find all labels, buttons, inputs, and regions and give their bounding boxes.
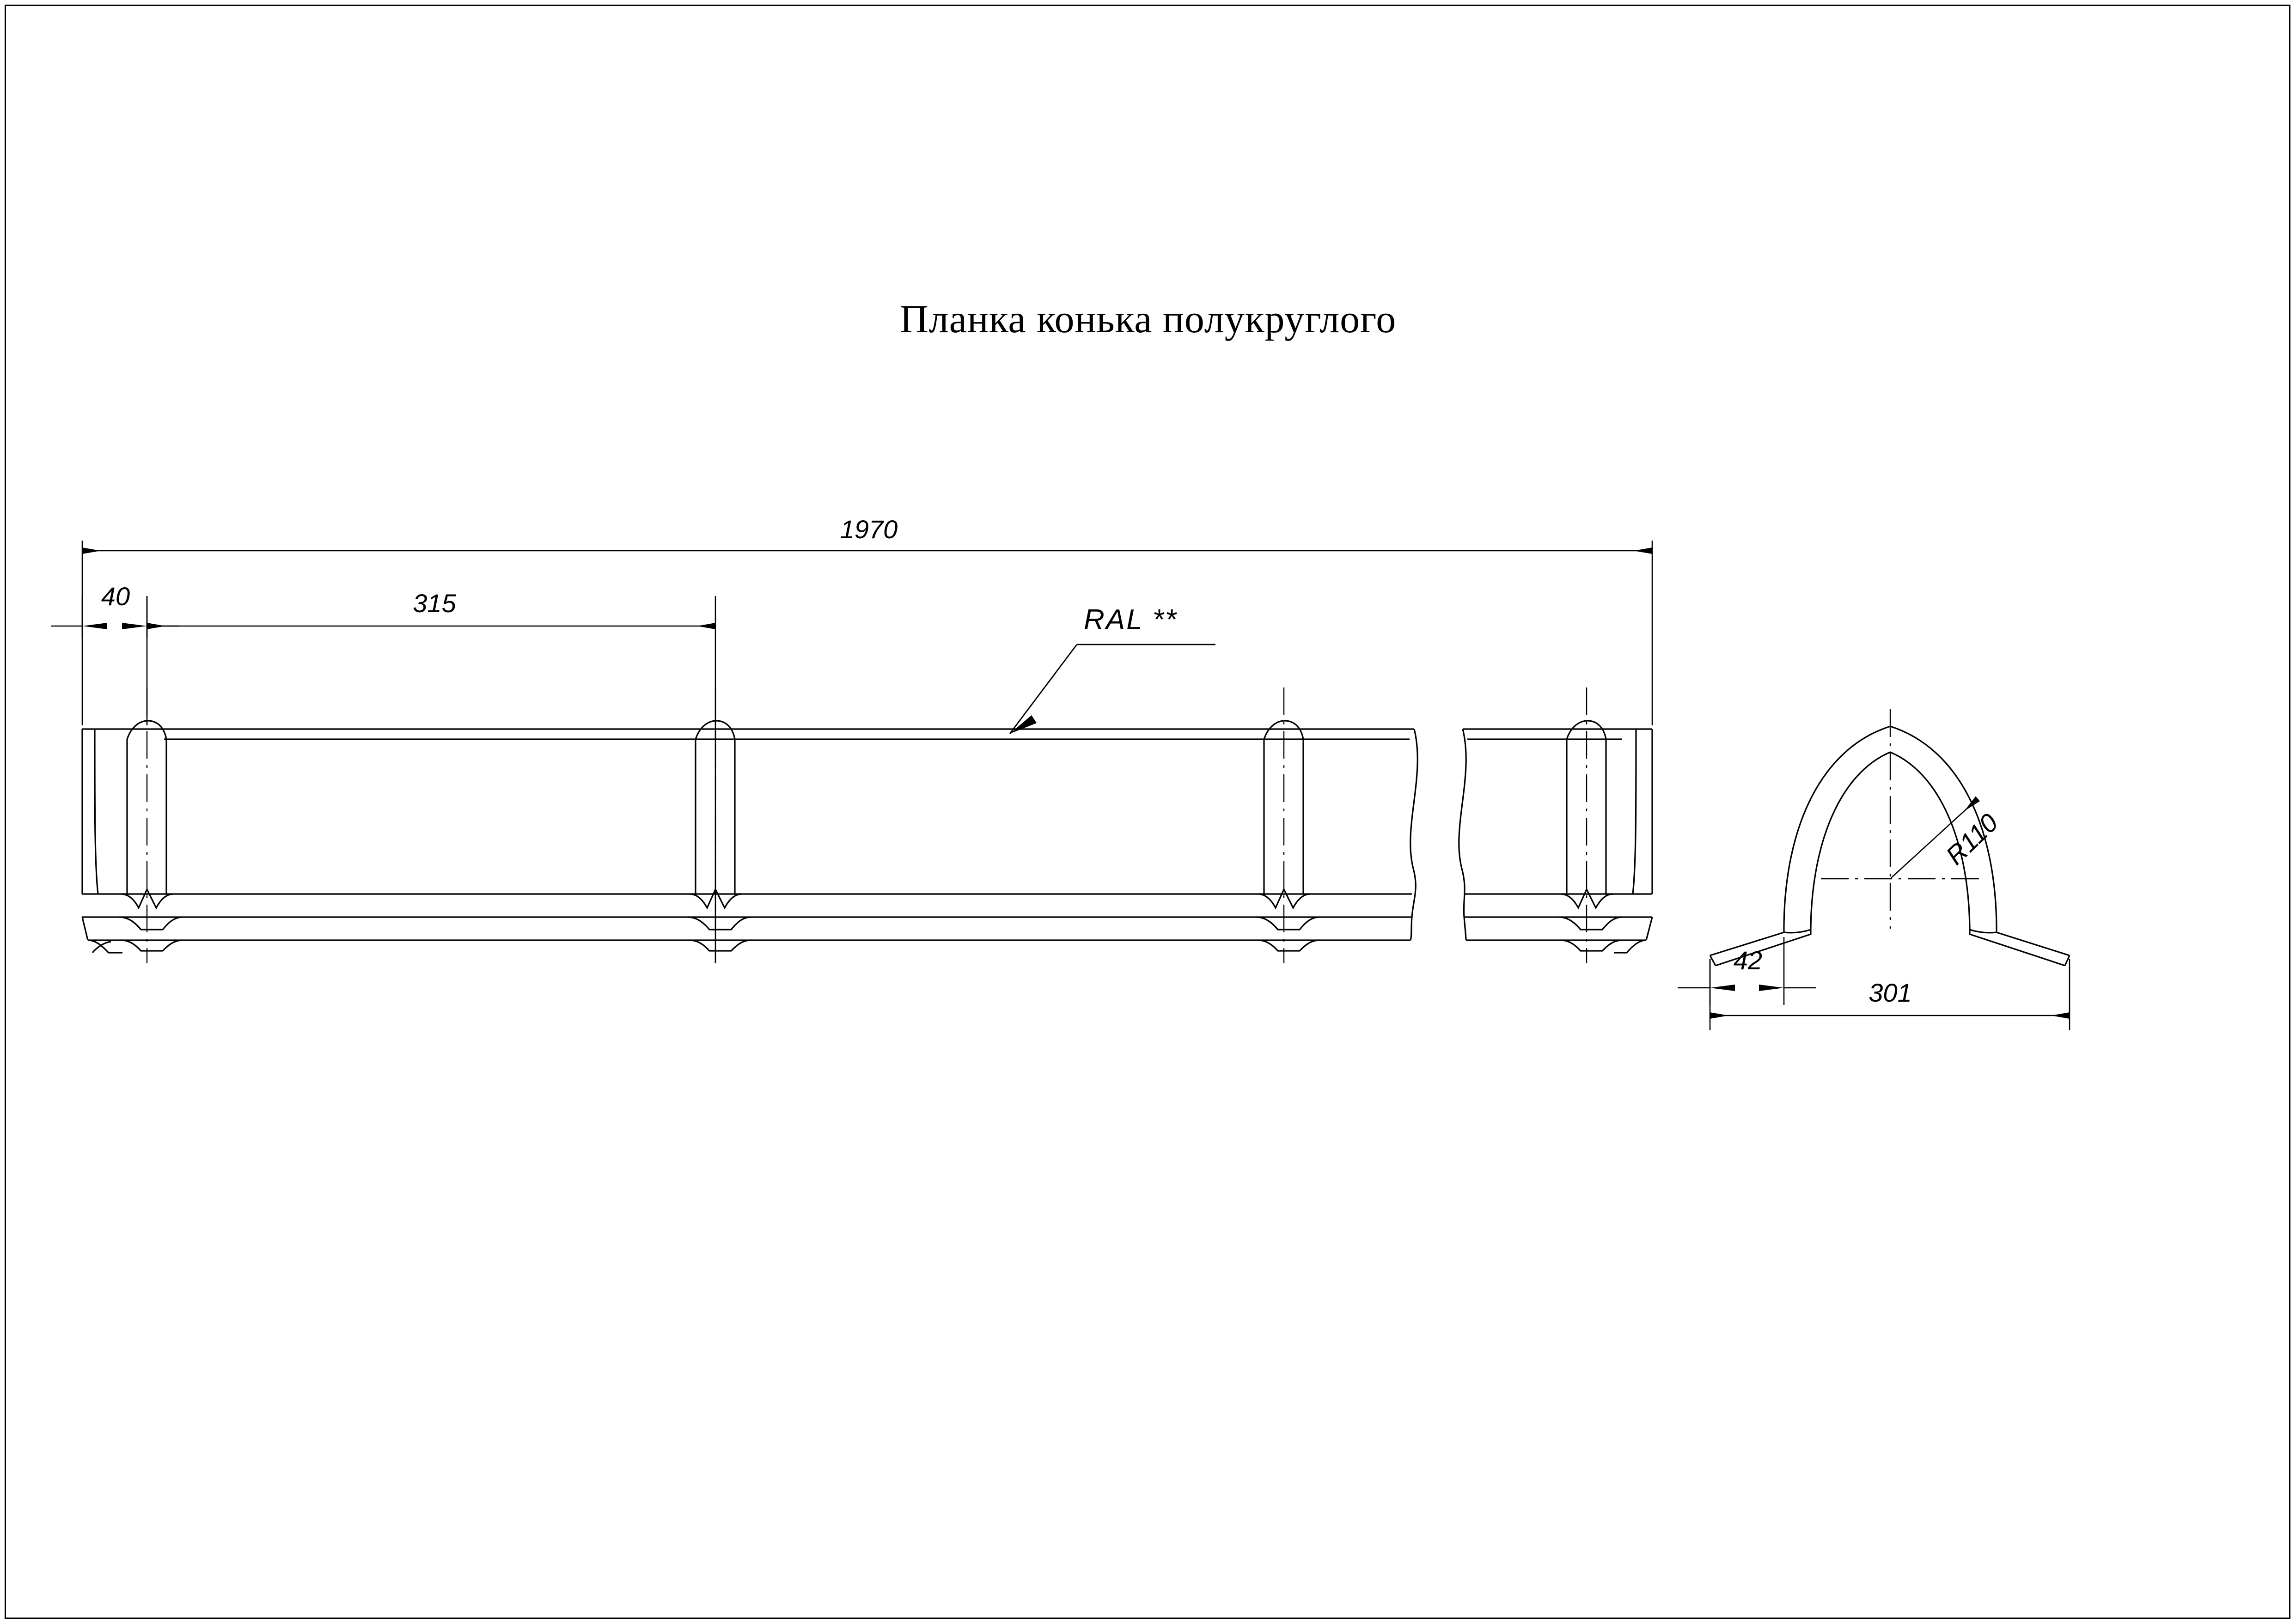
- page-title: Планка конька полукруглого: [899, 297, 1397, 341]
- dimension-rib-pitch: [147, 596, 715, 963]
- dimension-radius-label: R110: [1940, 808, 2003, 870]
- dimension-flange-label: 42: [1733, 946, 1763, 975]
- dimension-total-length-label: 1970: [840, 515, 898, 544]
- ral-label: RAL **: [1084, 604, 1178, 636]
- dimension-width-label: 301: [1869, 978, 1912, 1007]
- dimension-total-length: [82, 541, 1652, 725]
- ral-leader-line: [1010, 645, 1215, 734]
- front-view-geometry: [82, 721, 1652, 953]
- dimension-edge-offset-label: 40: [101, 582, 130, 611]
- dimension-rib-pitch-label: 315: [413, 589, 456, 618]
- section-view-centerlines: [1821, 709, 1983, 929]
